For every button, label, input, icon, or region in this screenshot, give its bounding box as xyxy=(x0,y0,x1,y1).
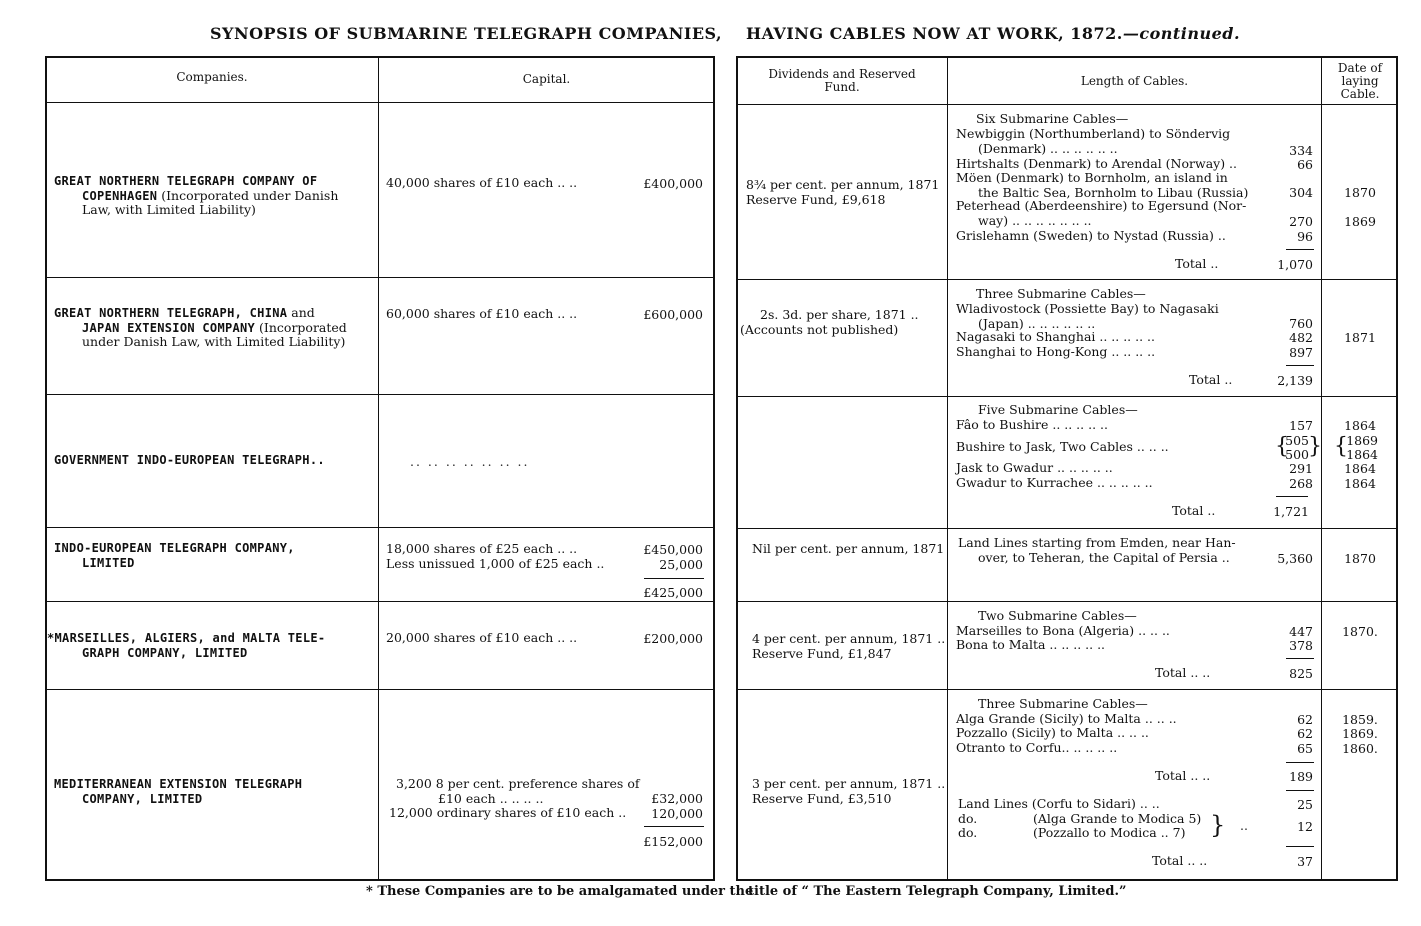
r4-capital-text-1: 18,000 shares of £25 each .. .. xyxy=(386,541,578,556)
r3-cable-2: Bushire to Jask, Two Cables .. .. .. xyxy=(956,439,1169,454)
r5-total-label: Total .. .. xyxy=(1155,665,1211,680)
r1-cable-4-line2: way) .. .. .. .. .. .. .. xyxy=(978,212,1092,228)
r3-brace-left: { xyxy=(1275,434,1289,459)
left-table-divider xyxy=(378,57,379,880)
r3-date-brace: { xyxy=(1334,434,1348,459)
r3-cable-1-length: 157 xyxy=(1289,418,1313,433)
r3-total-label: Total .. xyxy=(1172,503,1216,518)
r3-cable-2-date-b: 1864 xyxy=(1346,447,1378,462)
footnote-right: title of “ The Eastern Telegraph Company, Limited.” xyxy=(748,884,1127,899)
header-dividends: Dividends and Reserved Fund. xyxy=(768,67,916,94)
r2-cable-2-length: 482 xyxy=(1289,330,1313,345)
r4-capital-text-2: Less unissued 1,000 of £25 each .. xyxy=(386,556,605,571)
r6-dividend-rate: 3 per cent. per annum, 1871 .. xyxy=(752,776,946,791)
r6-cable-2-length: 62 xyxy=(1297,726,1313,741)
r6-company xyxy=(54,777,302,806)
r1-company-name1: GREAT NORTHERN TELEGRAPH COMPANY OF xyxy=(54,174,318,188)
r1-cable-3-line2: the Baltic Sea, Bornholm to Libau (Russia) xyxy=(978,184,1249,200)
r4-dividend: Nil per cent. per annum, 1871 xyxy=(752,541,945,556)
r1-company-note: (Incorporated under Danish xyxy=(157,187,339,203)
r6-land-dots: .. xyxy=(1240,818,1248,833)
r2-cable-1-line2: (Japan) .. .. .. .. .. .. xyxy=(978,315,1096,331)
header-length: Length of Cables. xyxy=(1080,74,1189,88)
header-capital: Capital. xyxy=(522,72,571,86)
r3-cable-4-length: 268 xyxy=(1289,476,1313,491)
page-title-left: SYNOPSIS OF SUBMARINE TELEGRAPH COMPANIES, xyxy=(210,24,723,43)
r2-company-name2: JAPAN EXTENSION COMPANY xyxy=(82,320,256,335)
r1-cable-5-length: 96 xyxy=(1297,229,1313,244)
r6-land-line-2: (Alga Grande to Modica 5) xyxy=(1033,811,1202,826)
r1-cable-1-length: 334 xyxy=(1289,143,1313,158)
r1-cable-3-line1: Möen (Denmark) to Bornholm, an island in xyxy=(956,170,1228,185)
r1-company-note2: Law, with Limited Liability) xyxy=(82,202,256,217)
r3-cable-1-date: 1864 xyxy=(1344,418,1376,433)
r5-total-rule xyxy=(1286,658,1314,659)
r6-cable-2: Pozzallo (Sicily) to Malta .. .. .. xyxy=(956,725,1149,740)
r5-cable-1-length: 447 xyxy=(1289,624,1313,639)
r1-cable-5: Grislehamn (Sweden) to Nystad (Russia) .. xyxy=(956,228,1226,243)
r3-cable-3: Jask to Gwadur .. .. .. .. .. xyxy=(956,460,1113,475)
r6-total2-label: Total .. .. xyxy=(1152,853,1208,868)
r5-company-name2: GRAPH COMPANY, LIMITED xyxy=(82,645,248,660)
r1-cables-heading: Six Submarine Cables— xyxy=(976,111,1129,126)
r1-cable-4-line1: Peterhead (Aberdeenshire) to Egersund (Nor- xyxy=(956,198,1247,213)
r6-cable-1-length: 62 xyxy=(1297,712,1313,727)
r6-capital-rule xyxy=(644,826,704,827)
r2-accounts: (Accounts not published) xyxy=(740,321,899,337)
r4-capital-amount-1: £450,000 xyxy=(643,542,703,557)
header-companies: Companies. xyxy=(176,70,248,84)
row-rule-right-5 xyxy=(737,689,1397,690)
r5-dividend xyxy=(752,632,945,661)
row-rule-left-5 xyxy=(46,689,714,690)
r6-capital-text-2: £10 each .. .. .. .. xyxy=(438,791,544,806)
r4-date: 1870 xyxy=(1344,551,1376,566)
r6-capital-text-1: 3,200 8 per cent. preference shares of xyxy=(396,776,640,791)
r1-cable-4-date: 1869 xyxy=(1344,214,1376,229)
r6-land-line-3: (Pozzallo to Modica .. 7) xyxy=(1033,825,1186,840)
r2-total-label: Total .. xyxy=(1189,372,1233,387)
r1-cable-4 xyxy=(956,199,1246,228)
r3-company-name: GOVERNMENT INDO-EUROPEAN TELEGRAPH.. xyxy=(54,453,325,467)
r5-cable-2: Bona to Malta .. .. .. .. .. xyxy=(956,637,1106,652)
row-rule-left-1 xyxy=(46,277,714,278)
r1-company xyxy=(54,174,338,218)
r3-cables-heading: Five Submarine Cables— xyxy=(978,402,1138,417)
r5-company xyxy=(47,631,325,660)
r3-cable-3-length: 291 xyxy=(1289,461,1313,476)
r2-capital-amount: £600,000 xyxy=(643,307,703,322)
r5-cable-1: Marseilles to Bona (Algeria) .. .. .. xyxy=(956,623,1170,638)
r5-cables-heading: Two Submarine Cables— xyxy=(978,608,1137,623)
header-rule-right xyxy=(737,104,1397,105)
r5-cable-2-length: 378 xyxy=(1289,638,1313,653)
r3-cable-2-date-a: 1869 xyxy=(1346,433,1378,448)
r6-cable-3-length: 65 xyxy=(1297,741,1313,756)
right-table-divider-1 xyxy=(947,57,948,880)
r6-cables-heading: Three Submarine Cables— xyxy=(978,696,1148,711)
r1-cable-2: Hirtshalts (Denmark) to Arendal (Norway) .. xyxy=(956,156,1237,171)
r2-company-and: and xyxy=(287,305,315,320)
r1-reserve-fund: Reserve Fund, £9,618 xyxy=(746,191,886,207)
r3-cable-4-date: 1864 xyxy=(1344,476,1376,491)
r4-capital-amount-2: 25,000 xyxy=(659,557,703,572)
r6-land-line-3-do: do. xyxy=(958,825,978,840)
r6-cable-1: Alga Grande (Sicily) to Malta .. .. .. xyxy=(956,711,1177,726)
page-title-right xyxy=(746,24,1240,43)
r3-total-length: 1,721 xyxy=(1273,504,1309,519)
header-date: Date of laying Cable. xyxy=(1337,61,1383,101)
r3-cable-1: Fâo to Bushire .. .. .. .. .. xyxy=(956,417,1108,432)
r2-company-note2: under Danish Law, with Limited Liability) xyxy=(82,334,346,349)
r1-dividend-rate: 8¾ per cent. per annum, 1871 xyxy=(746,177,940,192)
r4-land-line-1: Land Lines starting from Emden, near Han- xyxy=(958,535,1236,550)
r6-capital-amount-1: £32,000 xyxy=(651,791,703,806)
r6-total2-length: 37 xyxy=(1297,854,1313,869)
r1-capital-text: 40,000 shares of £10 each .. .. xyxy=(386,175,578,190)
r1-cable-4-length: 270 xyxy=(1289,214,1313,229)
r2-company xyxy=(54,306,347,350)
r3-cable-3-date: 1864 xyxy=(1344,461,1376,476)
r6-land-line-2-do: do. xyxy=(958,811,978,826)
r6-capital-amount-2: 120,000 xyxy=(651,806,703,821)
r6-land-line-1: Land Lines (Corfu to Sidari) .. .. xyxy=(958,796,1160,811)
r4-company-name1: INDO-EUROPEAN TELEGRAPH COMPANY, xyxy=(54,541,295,555)
r6-total-label: Total .. .. xyxy=(1155,768,1211,783)
row-rule-right-3 xyxy=(737,528,1397,529)
r1-dividend xyxy=(746,178,939,207)
r2-cable-3: Shanghai to Hong-Kong .. .. .. .. xyxy=(956,344,1156,359)
r5-capital-amount: £200,000 xyxy=(643,631,703,646)
r5-reserve-fund: Reserve Fund, £1,847 xyxy=(752,645,892,661)
right-table-divider-2 xyxy=(1321,57,1322,880)
r6-cable-3: Otranto to Corfu.. .. .. .. .. xyxy=(956,740,1118,755)
r6-capital-total: £152,000 xyxy=(643,834,703,849)
page-title-right-main: HAVING CABLES NOW AT WORK, 1872. xyxy=(746,24,1123,43)
r1-cable-3-length: 304 xyxy=(1289,185,1313,200)
r2-dividend-rate: 2s. 3d. per share, 1871 .. xyxy=(760,307,919,322)
r6-land-rule xyxy=(1286,790,1314,791)
r1-cable-3-date: 1870 xyxy=(1344,185,1376,200)
r3-cable-2-length-a: 505 xyxy=(1285,433,1309,448)
r3-capital-blank: .. .. .. .. .. .. .. xyxy=(410,454,530,469)
r6-land-brace: } xyxy=(1210,811,1226,839)
row-rule-left-3 xyxy=(46,527,714,528)
r2-cable-3-length: 897 xyxy=(1289,345,1313,360)
r1-cable-3 xyxy=(956,171,1248,200)
r3-total-rule xyxy=(1276,496,1308,497)
r1-cable-1-line1: Newbiggin (Northumberland) to Söndervig xyxy=(956,126,1231,141)
r2-cable-2: Nagasaki to Shanghai .. .. .. .. .. xyxy=(956,329,1155,344)
r6-total-rule xyxy=(1286,762,1314,763)
row-rule-left-4 xyxy=(46,601,714,602)
r1-total-label: Total .. xyxy=(1175,256,1219,271)
r6-cable-3-date: 1860. xyxy=(1342,741,1378,756)
r3-cable-2-length-b: 500 xyxy=(1285,447,1309,462)
r2-dividend xyxy=(740,308,919,337)
row-rule-right-2 xyxy=(737,396,1397,397)
r2-cable-1-line1: Wladivostock (Possiette Bay) to Nagasaki xyxy=(956,301,1219,316)
r5-total-length: 825 xyxy=(1289,666,1313,681)
r1-capital-amount: £400,000 xyxy=(643,176,703,191)
r2-total-rule xyxy=(1286,365,1314,366)
r2-cable-1 xyxy=(956,302,1219,331)
r6-land-line-1-length: 25 xyxy=(1297,797,1313,812)
r5-company-name1: *MARSEILLES, ALGIERS, and MALTA TELE- xyxy=(47,631,326,645)
r6-total-length: 189 xyxy=(1289,769,1313,784)
r1-total-rule xyxy=(1286,249,1314,250)
r3-brace-right: } xyxy=(1308,434,1322,459)
r2-cable-1-length: 760 xyxy=(1289,316,1313,331)
r6-company-name1: MEDITERRANEAN EXTENSION TELEGRAPH xyxy=(54,777,303,791)
r3-company xyxy=(54,453,325,468)
r4-length: 5,360 xyxy=(1277,551,1313,566)
page-title-continued: —continued. xyxy=(1122,24,1241,43)
r1-company-name2: COPENHAGEN xyxy=(82,188,158,203)
r6-land-line-23-length: 12 xyxy=(1297,819,1313,834)
r6-cable-1-date: 1859. xyxy=(1342,712,1378,727)
r2-company-name1: GREAT NORTHERN TELEGRAPH, CHINA xyxy=(54,306,288,320)
r4-land-line-2: over, to Teheran, the Capital of Persia .. xyxy=(978,549,1230,565)
r2-total-length: 2,139 xyxy=(1277,373,1313,388)
row-rule-left-2 xyxy=(46,394,714,395)
r4-land-line xyxy=(958,536,1236,565)
r4-company-name2: LIMITED xyxy=(82,555,135,570)
footnote-left: * These Companies are to be amalgamated under the xyxy=(366,884,754,899)
r6-cable-2-date: 1869. xyxy=(1342,726,1378,741)
r4-capital-rule xyxy=(644,578,704,579)
r6-dividend xyxy=(752,777,945,806)
r6-reserve-fund: Reserve Fund, £3,510 xyxy=(752,790,892,806)
r4-company xyxy=(54,541,295,570)
r2-date: 1871 xyxy=(1344,330,1376,345)
r1-cable-1 xyxy=(956,127,1230,156)
header-rule-left xyxy=(46,102,714,103)
r2-company-note: (Incorporated xyxy=(255,319,347,335)
row-rule-right-1 xyxy=(737,279,1397,280)
r4-capital-total: £425,000 xyxy=(643,585,703,600)
r1-total-length: 1,070 xyxy=(1277,257,1313,272)
r3-cable-4: Gwadur to Kurrachee .. .. .. .. .. xyxy=(956,475,1153,490)
r5-dividend-rate: 4 per cent. per annum, 1871 .. xyxy=(752,631,946,646)
r5-date: 1870. xyxy=(1342,624,1378,639)
r5-capital-text: 20,000 shares of £10 each .. .. xyxy=(386,630,578,645)
r2-capital-text: 60,000 shares of £10 each .. .. xyxy=(386,306,578,321)
r6-company-name2: COMPANY, LIMITED xyxy=(82,791,203,806)
r2-cables-heading: Three Submarine Cables— xyxy=(976,286,1146,301)
r1-cable-1-line2: (Denmark) .. .. .. .. .. .. xyxy=(978,140,1118,156)
row-rule-right-4 xyxy=(737,601,1397,602)
r6-total2-rule xyxy=(1286,846,1314,847)
r6-capital-text-3: 12,000 ordinary shares of £10 each .. xyxy=(389,805,627,820)
r1-cable-2-length: 66 xyxy=(1297,157,1313,172)
